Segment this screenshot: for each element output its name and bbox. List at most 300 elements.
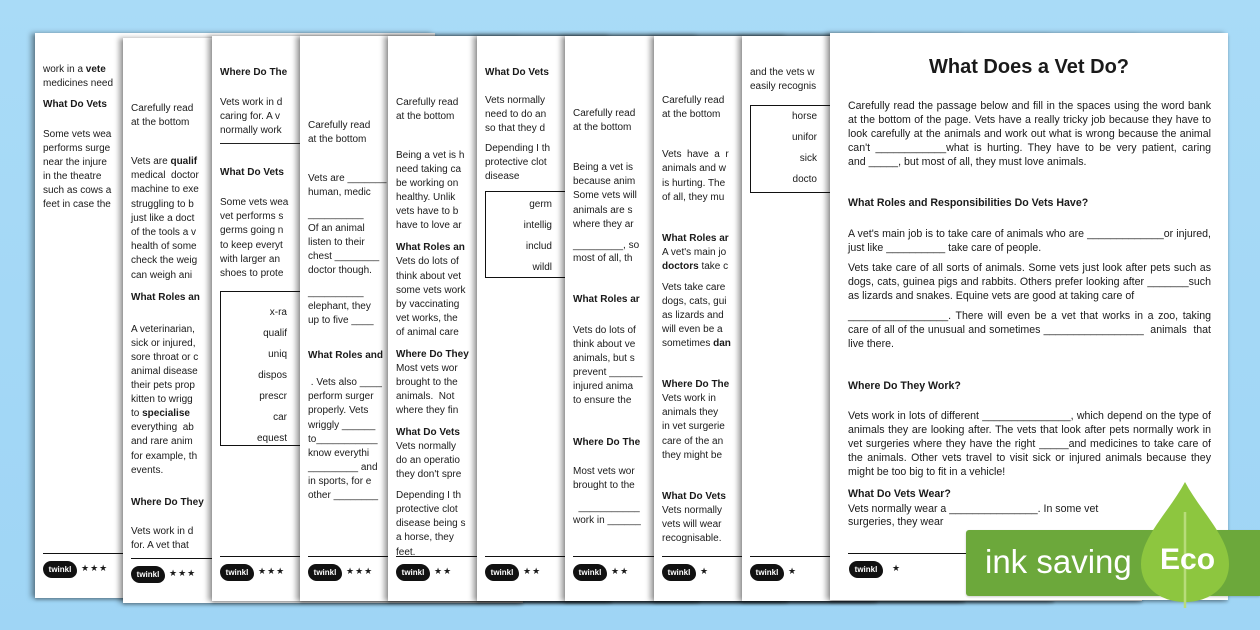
text-line bbox=[308, 475, 371, 488]
text-segment: work in a bbox=[43, 64, 86, 75]
difficulty-stars: ★★★ bbox=[258, 566, 286, 576]
text-line bbox=[662, 177, 725, 190]
text-segment: Where Do They bbox=[396, 349, 469, 360]
text-segment: some vets work bbox=[396, 285, 466, 296]
text-line bbox=[131, 539, 189, 552]
text-segment: dogs, cats, gui bbox=[662, 296, 727, 307]
text-segment: Depending I th bbox=[485, 143, 551, 154]
text-segment: vet performs s bbox=[220, 211, 284, 222]
text-segment: do an operatio bbox=[396, 455, 460, 466]
text-line: _________________. There will even be a vet that works in a zoo, taking bbox=[848, 310, 1211, 322]
text-segment: of the tools a v bbox=[131, 227, 197, 238]
text-line bbox=[485, 94, 545, 107]
text-segment: Being a vet is bbox=[573, 162, 634, 173]
text-line: might be too big to fit in a vehicle! bbox=[848, 466, 1006, 478]
text-segment: Carefully read bbox=[131, 103, 194, 114]
text-segment: at the bottom bbox=[308, 134, 367, 145]
text-line bbox=[131, 379, 195, 392]
text-segment: up to five ____ bbox=[308, 315, 374, 326]
bold-term: vete bbox=[85, 64, 106, 75]
text-line bbox=[573, 252, 632, 265]
text-line bbox=[131, 407, 190, 420]
section-heading bbox=[396, 348, 469, 361]
text-segment: shoes to prote bbox=[220, 268, 284, 279]
text-segment: struggling to b bbox=[131, 199, 194, 210]
text-line bbox=[43, 198, 111, 211]
text-segment: check the weig bbox=[131, 255, 198, 266]
text-segment: think about ve bbox=[573, 339, 636, 350]
text-segment: vets will wear bbox=[662, 519, 722, 530]
text-line bbox=[43, 170, 101, 183]
text-line bbox=[573, 175, 635, 188]
twinkl-logo: twinkl bbox=[573, 564, 607, 581]
bold-term: qualif bbox=[170, 156, 198, 167]
text-line bbox=[573, 121, 631, 134]
text-line bbox=[573, 380, 633, 393]
word-bank-word: qualif bbox=[263, 328, 287, 339]
text-segment: to___________ bbox=[308, 434, 378, 445]
text-line bbox=[396, 284, 465, 297]
text-line bbox=[308, 236, 365, 249]
text-line bbox=[131, 183, 199, 196]
text-line bbox=[396, 376, 458, 389]
text-segment: normally work bbox=[220, 125, 282, 136]
text-segment: easily recognis bbox=[750, 81, 817, 92]
text-line bbox=[662, 260, 728, 273]
text-segment: at the bottom bbox=[573, 122, 632, 133]
text-line: live there. bbox=[848, 338, 894, 350]
text-line bbox=[396, 454, 460, 467]
text-segment: brought to the bbox=[573, 480, 635, 491]
text-line bbox=[396, 149, 464, 162]
text-segment: Depending I th bbox=[396, 490, 462, 501]
word-bank-word: intellig bbox=[523, 220, 552, 231]
word-bank-word: uniq bbox=[268, 349, 287, 360]
text-line bbox=[131, 393, 193, 406]
text-line bbox=[220, 239, 283, 252]
text-segment: Carefully read bbox=[573, 108, 636, 119]
section-heading bbox=[396, 426, 460, 439]
text-segment: Vets take care bbox=[662, 282, 726, 293]
text-line: can't ____________what is hurting. They have to be very patient, caring bbox=[848, 142, 1211, 154]
text-line bbox=[396, 255, 459, 268]
text-line: animals they are looking after. The vets that look after pets normally work in bbox=[848, 424, 1211, 436]
text-segment: medical doctor bbox=[131, 170, 199, 181]
text-line bbox=[662, 504, 722, 517]
ink-saving-label: ink saving bbox=[985, 543, 1132, 580]
text-line bbox=[573, 324, 636, 337]
twinkl-logo: twinkl bbox=[220, 564, 254, 581]
text-line bbox=[396, 191, 455, 204]
text-line bbox=[131, 525, 193, 538]
text-line: the animals. Other vets travel to visit sick or injured animals because they bbox=[848, 452, 1211, 464]
twinkl-logo: twinkl bbox=[662, 564, 696, 581]
text-line bbox=[573, 352, 635, 365]
text-segment: animals are s bbox=[573, 205, 633, 216]
bold-term: dan bbox=[713, 338, 731, 349]
text-line bbox=[662, 337, 731, 350]
text-line bbox=[396, 177, 458, 190]
text-line: at the bottom of the page. Vets have a really tricky job because they have to bbox=[848, 114, 1211, 126]
text-line bbox=[220, 224, 283, 237]
text-segment: germs going n bbox=[220, 225, 284, 236]
text-line bbox=[662, 518, 721, 531]
word-bank-word: prescr bbox=[259, 391, 287, 402]
text-line bbox=[131, 155, 197, 168]
word-bank-word: docto bbox=[792, 174, 817, 185]
text-segment: most of all, th bbox=[573, 253, 633, 264]
text-segment: sick or injured, bbox=[131, 338, 196, 349]
text-line bbox=[662, 323, 723, 336]
text-line: Vets take care of all sorts of animals. Some vets just look after pets such as bbox=[848, 262, 1211, 274]
text-segment: to bbox=[131, 408, 143, 419]
text-segment: for example, th bbox=[131, 451, 198, 462]
text-segment: feet. bbox=[396, 547, 416, 558]
text-segment: protective clot bbox=[396, 504, 458, 515]
section-heading bbox=[308, 349, 383, 362]
text-segment: and the vets w bbox=[750, 67, 815, 78]
text-line: A vet's main job is to take care of animals who are _____________or injured, bbox=[848, 228, 1211, 240]
text-line bbox=[43, 142, 110, 155]
text-segment: need taking ca bbox=[396, 164, 462, 175]
text-line bbox=[750, 66, 814, 79]
text-line bbox=[485, 122, 545, 135]
text-segment: care of the an bbox=[662, 436, 724, 447]
text-segment: Carefully read bbox=[396, 97, 459, 108]
section-heading bbox=[573, 293, 640, 306]
text-segment: sometimes bbox=[662, 338, 714, 349]
text-line bbox=[662, 392, 716, 405]
text-line bbox=[396, 390, 454, 403]
page-title: What Does a Vet Do? bbox=[928, 56, 1130, 78]
text-line bbox=[573, 189, 637, 202]
section-heading: What Do Vets Wear? bbox=[848, 488, 951, 500]
twinkl-logo: twinkl bbox=[750, 564, 784, 581]
text-line bbox=[662, 295, 726, 308]
text-line bbox=[131, 337, 195, 350]
text-segment: What Roles ar bbox=[573, 294, 640, 305]
text-line: just like __________ take care of people. bbox=[848, 242, 1042, 254]
text-segment: know everythi bbox=[308, 448, 370, 459]
text-segment: and rare anim bbox=[131, 436, 193, 447]
text-line bbox=[662, 532, 721, 545]
text-line bbox=[131, 464, 163, 477]
text-segment: feet in case the bbox=[43, 199, 111, 210]
section-heading: Where Do They Work? bbox=[848, 380, 961, 392]
text-line bbox=[396, 326, 459, 339]
text-segment: elephant, they bbox=[308, 301, 371, 312]
text-segment: performs surge bbox=[43, 143, 111, 154]
text-line bbox=[485, 142, 550, 155]
section-heading bbox=[220, 66, 287, 79]
text-line bbox=[220, 96, 282, 109]
text-line bbox=[308, 390, 374, 403]
text-line bbox=[43, 77, 113, 90]
text-segment: properly. Vets bbox=[308, 405, 369, 416]
word-bank-word: dispos bbox=[258, 370, 287, 381]
text-segment: a horse, they bbox=[396, 532, 454, 543]
bold-term: specialise bbox=[142, 408, 190, 419]
text-segment: A vet's main jo bbox=[662, 247, 727, 258]
text-segment: near the injure bbox=[43, 157, 107, 168]
text-line bbox=[131, 435, 193, 448]
text-segment: Most vets wor bbox=[573, 466, 635, 477]
text-segment: in vet surgerie bbox=[662, 421, 725, 432]
text-line bbox=[573, 338, 635, 351]
word-bank-word: unifor bbox=[791, 132, 817, 143]
text-line bbox=[396, 219, 462, 232]
text-line bbox=[220, 196, 288, 209]
text-segment: other ________ bbox=[308, 490, 379, 501]
text-line bbox=[396, 440, 456, 453]
difficulty-stars: ★★ bbox=[611, 566, 630, 576]
text-segment: Carefully read bbox=[662, 95, 725, 106]
text-line bbox=[43, 128, 111, 141]
text-segment: Carefully read bbox=[308, 120, 371, 131]
text-segment: of animal care bbox=[396, 327, 459, 338]
text-line bbox=[131, 116, 189, 129]
text-line bbox=[308, 186, 371, 199]
difficulty-stars: ★★★ bbox=[169, 568, 197, 578]
text-line bbox=[396, 270, 461, 283]
text-line bbox=[573, 218, 634, 231]
text-line bbox=[485, 108, 546, 121]
text-line bbox=[131, 254, 197, 267]
text-line bbox=[573, 204, 632, 217]
twinkl-logo: twinkl bbox=[485, 564, 519, 581]
twinkl-logo: twinkl bbox=[43, 561, 77, 578]
bold-term: doctors bbox=[662, 261, 699, 272]
text-segment: so that they d bbox=[485, 123, 546, 134]
text-line bbox=[308, 314, 374, 327]
text-line bbox=[396, 546, 415, 559]
text-line bbox=[131, 421, 194, 434]
text-line bbox=[43, 156, 107, 169]
text-segment: events. bbox=[131, 465, 164, 476]
text-segment: have to love ar bbox=[396, 220, 462, 231]
text-line bbox=[662, 246, 726, 259]
section-heading bbox=[662, 378, 729, 391]
text-segment: for. A vet that bbox=[131, 540, 189, 551]
text-segment: What Do Vets bbox=[396, 427, 460, 438]
text-line bbox=[396, 96, 458, 109]
word-bank-word: equest bbox=[256, 433, 287, 444]
text-segment: What Roles an bbox=[131, 292, 200, 303]
word-bank-word: car bbox=[273, 412, 287, 423]
text-segment: listen to their bbox=[308, 237, 365, 248]
text-segment: just like a doct bbox=[131, 213, 195, 224]
text-segment: kitten to wrigg bbox=[131, 394, 193, 405]
text-line bbox=[662, 191, 724, 204]
text-line bbox=[43, 63, 106, 76]
text-line bbox=[131, 323, 195, 336]
text-segment: animal disease bbox=[131, 366, 198, 377]
text-segment: caring for. A v bbox=[220, 111, 281, 122]
text-line bbox=[573, 479, 635, 492]
text-segment: animals. Not bbox=[396, 391, 455, 402]
text-segment: What Do Vets bbox=[485, 67, 549, 78]
text-line bbox=[396, 489, 461, 502]
twinkl-logo: twinkl bbox=[308, 564, 342, 581]
word-bank-word: germ bbox=[529, 199, 552, 210]
text-line: Vets work in lots of different _______________, which depend on the type of bbox=[848, 410, 1211, 422]
text-line bbox=[131, 169, 199, 182]
difficulty-stars: ★★★ bbox=[346, 566, 374, 576]
eco-label: Eco bbox=[1160, 543, 1216, 576]
text-segment: where they ar bbox=[573, 219, 634, 230]
text-segment: Vets work in d bbox=[220, 97, 283, 108]
text-line bbox=[220, 253, 280, 266]
text-line bbox=[662, 406, 718, 419]
text-line bbox=[308, 376, 382, 389]
text-segment: to keep everyt bbox=[220, 240, 283, 251]
text-segment: disease being s bbox=[396, 518, 466, 529]
text-segment: _________ and bbox=[308, 462, 378, 473]
text-line bbox=[750, 80, 816, 93]
text-segment: A veterinarian, bbox=[131, 324, 195, 335]
text-line bbox=[220, 267, 283, 280]
text-segment: Where Do The bbox=[220, 67, 288, 78]
text-segment: ___________ bbox=[573, 502, 640, 513]
text-segment: healthy. Unlik bbox=[396, 192, 456, 203]
text-segment: Vets normally bbox=[485, 95, 546, 106]
word-bank-word: wildl bbox=[532, 262, 552, 273]
text-line bbox=[308, 133, 366, 146]
text-line bbox=[308, 419, 375, 432]
word-bank-word: horse bbox=[791, 111, 817, 122]
text-segment: be working on bbox=[396, 178, 459, 189]
text-segment: by vaccinating bbox=[396, 299, 460, 310]
text-segment: at the bottom bbox=[396, 111, 455, 122]
text-line: care of all of the unusual and sometimes _________________ animals that bbox=[848, 324, 1211, 336]
text-segment: Some vets wea bbox=[43, 129, 112, 140]
section-heading bbox=[485, 66, 549, 79]
text-line bbox=[308, 300, 371, 313]
text-line bbox=[131, 198, 194, 211]
text-line bbox=[396, 110, 454, 123]
text-segment: Some vets will bbox=[573, 190, 637, 201]
text-line bbox=[308, 461, 378, 474]
text-line bbox=[131, 102, 193, 115]
section-heading bbox=[573, 436, 640, 449]
text-line: vet surgeries where they have the right _____and medicines to take care of bbox=[848, 438, 1211, 450]
text-segment: they might be bbox=[662, 450, 723, 461]
text-segment: doctor though. bbox=[308, 265, 372, 276]
text-line bbox=[573, 239, 639, 252]
text-line bbox=[308, 250, 379, 263]
text-segment: machine to exe bbox=[131, 184, 199, 195]
text-segment: protective clot bbox=[485, 157, 547, 168]
text-segment: wriggly ______ bbox=[308, 420, 376, 431]
text-segment: at the bottom bbox=[662, 109, 721, 120]
text-segment: Vets work in bbox=[662, 393, 716, 404]
difficulty-stars: ★ bbox=[700, 566, 710, 576]
text-line bbox=[308, 172, 386, 185]
text-segment: disease bbox=[485, 171, 520, 182]
text-segment: Where Do The bbox=[573, 437, 641, 448]
text-line: Carefully read the passage below and fill in the spaces using the word bank bbox=[848, 100, 1211, 112]
text-segment: at the bottom bbox=[131, 117, 190, 128]
text-line bbox=[131, 269, 192, 282]
text-line bbox=[396, 517, 466, 530]
text-line: and _____, but most of all, they must love animals. bbox=[848, 156, 1087, 168]
text-segment: Vets work in d bbox=[131, 526, 194, 537]
text-line bbox=[662, 108, 720, 121]
text-line bbox=[396, 404, 458, 417]
text-segment: work in ______ bbox=[573, 515, 641, 526]
text-segment: health of some bbox=[131, 241, 197, 252]
text-line bbox=[308, 264, 372, 277]
text-segment: can weigh ani bbox=[131, 270, 193, 281]
text-segment: in sports, for e bbox=[308, 476, 372, 487]
text-segment: What Do Vets bbox=[220, 167, 284, 178]
text-line bbox=[573, 394, 631, 407]
text-line bbox=[573, 514, 641, 527]
text-segment: they don't spre bbox=[396, 469, 462, 480]
text-segment: everything ab bbox=[131, 422, 194, 433]
text-line bbox=[662, 309, 724, 322]
text-line bbox=[396, 468, 461, 481]
text-line bbox=[308, 119, 370, 132]
text-line bbox=[308, 286, 364, 299]
text-segment: Vets are _______ bbox=[308, 173, 387, 184]
text-line bbox=[662, 148, 729, 161]
text-line bbox=[220, 210, 283, 223]
text-segment: will even be a bbox=[662, 324, 723, 335]
twinkl-logo: twinkl bbox=[849, 561, 883, 578]
text-line bbox=[396, 298, 459, 311]
text-line bbox=[485, 170, 519, 183]
text-segment: Where Do The bbox=[662, 379, 730, 390]
text-line bbox=[43, 184, 111, 197]
text-line: dogs, cats, guinea pigs and rabbits. Others prefer looking after _______such bbox=[848, 276, 1211, 288]
text-segment: vets have to b bbox=[396, 206, 459, 217]
text-line bbox=[131, 226, 196, 239]
text-segment: Vets normally bbox=[396, 441, 457, 452]
text-line bbox=[573, 161, 633, 174]
text-segment: vet works, the bbox=[396, 313, 458, 324]
text-segment: take c bbox=[698, 261, 729, 272]
text-segment: of all, they mu bbox=[662, 192, 725, 203]
text-segment: Vets do lots of bbox=[396, 256, 459, 267]
text-line bbox=[308, 447, 369, 460]
twinkl-logo: twinkl bbox=[396, 564, 430, 581]
text-segment: Of an animal bbox=[308, 223, 365, 234]
text-segment: What Do Vets bbox=[43, 99, 107, 110]
text-segment: Where Do They bbox=[131, 497, 204, 508]
text-segment: What Do Vets bbox=[662, 491, 726, 502]
text-line bbox=[573, 107, 635, 120]
section-heading bbox=[131, 496, 204, 509]
text-segment: such as cows a bbox=[43, 185, 112, 196]
difficulty-stars: ★★ bbox=[434, 566, 453, 576]
word-bank-word: x-ra bbox=[269, 307, 287, 318]
text-line: as lizards and snakes. Equine vets are good at taking care of bbox=[848, 290, 1135, 302]
text-segment: in the theatre bbox=[43, 171, 102, 182]
text-segment: to ensure the bbox=[573, 395, 632, 406]
text-segment: Vets are bbox=[131, 156, 171, 167]
text-line bbox=[573, 501, 640, 514]
text-line: Vets normally wear a _______________. In some vet surgeries, they wear bbox=[848, 503, 1099, 528]
text-segment: __________ bbox=[308, 287, 364, 298]
text-segment: animals they bbox=[662, 407, 719, 418]
section-heading bbox=[662, 490, 726, 503]
word-bank-word: includ bbox=[525, 241, 552, 252]
text-line bbox=[131, 212, 194, 225]
text-segment: brought to the bbox=[396, 377, 458, 388]
difficulty-stars: ★★★ bbox=[81, 563, 109, 573]
text-line bbox=[662, 435, 723, 448]
